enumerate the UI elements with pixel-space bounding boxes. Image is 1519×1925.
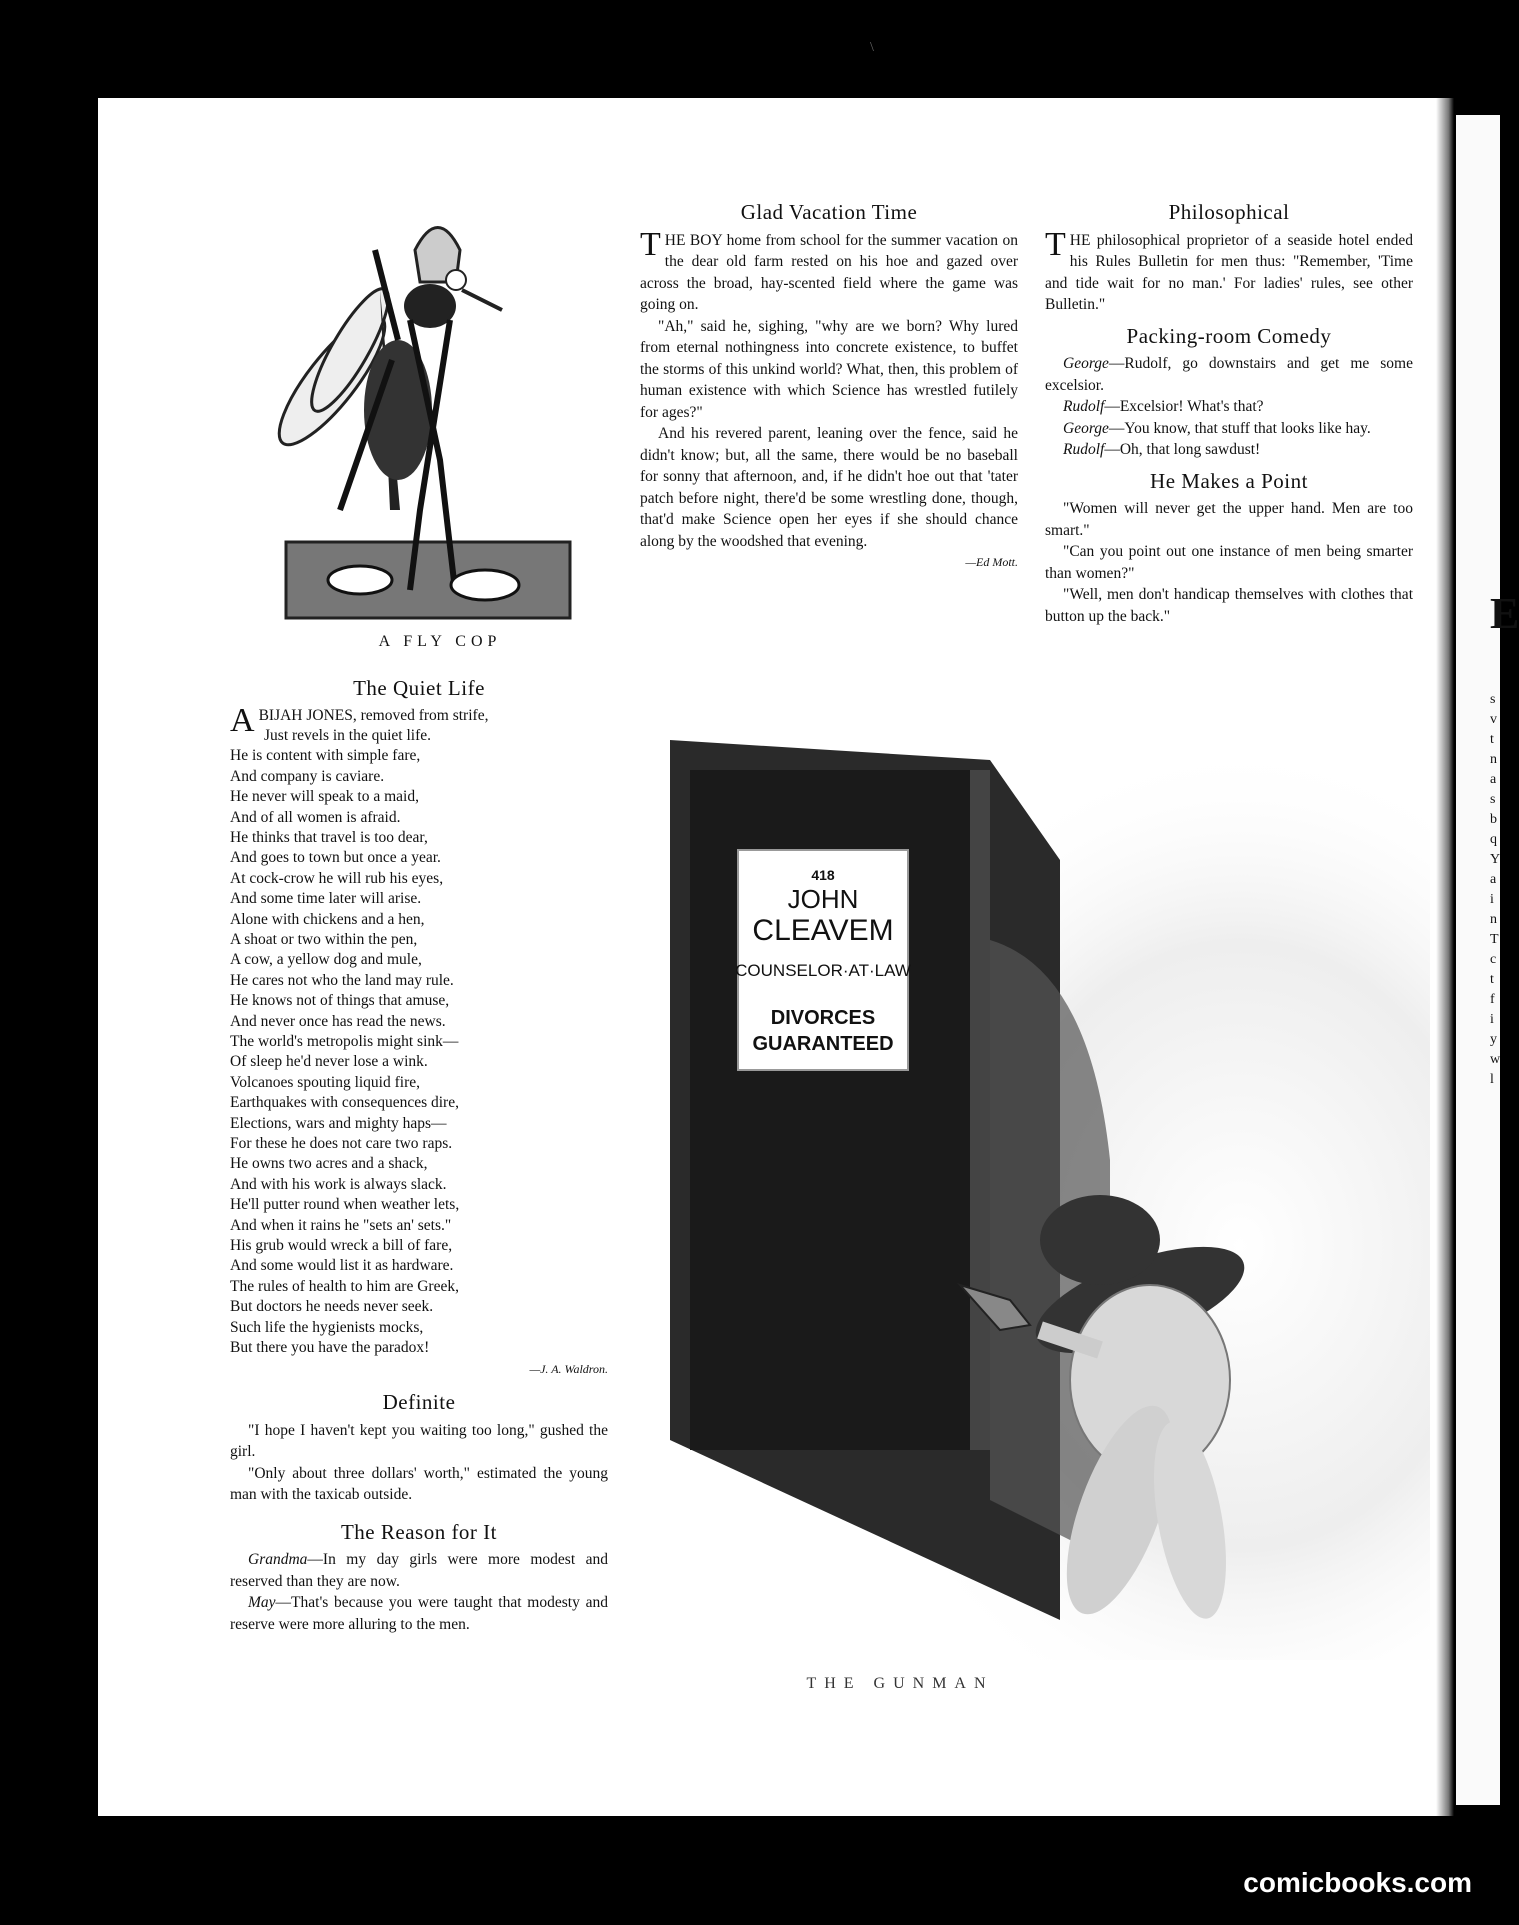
adjacent-page-letter: y [1490, 1032, 1497, 1047]
door-sign-number: 418 [811, 867, 835, 883]
packing-text: —Oh, that long sawdust! [1104, 441, 1261, 458]
packing-speaker: George [1063, 355, 1109, 372]
adjacent-page-letters [1490, 690, 1500, 1090]
vacation-paragraph-1-text: HE BOY home from school for the summer vacation on the dear old farm rested on his hoe and gazed over across the broad, hay-scented field where the game was going on. [640, 231, 1018, 313]
poem-line: At cock-crow he will rub his eyes, [230, 869, 444, 887]
adjacent-page-letter: v [1490, 712, 1497, 727]
packing-line [1045, 439, 1413, 461]
adjacent-page-letter: f [1490, 992, 1495, 1007]
poem-line: Earthquakes with consequences dire, [230, 1094, 459, 1112]
definite-paragraph-1: "I hope I haven't kept you waiting too long," gushed the girl. [230, 1421, 608, 1460]
vacation-credit: —Ed Mott. [965, 555, 1018, 569]
adjacent-page-letter: i [1490, 892, 1494, 907]
adjacent-page-letter: Y [1490, 852, 1501, 867]
door-sign-line-2: CLEAVEM [752, 914, 894, 947]
door-sign-line-4: DIVORCES [770, 1007, 876, 1029]
poem-line: And company is caviare. [230, 767, 385, 785]
philosophical-dropcap: T [1045, 225, 1066, 263]
poem-line: Elections, wars and mighty haps— [230, 1114, 447, 1132]
reason-line-2 [230, 1592, 608, 1635]
adjacent-page-letter: s [1490, 792, 1496, 807]
adjacent-page-letter: w [1490, 1052, 1501, 1067]
packing-speaker: Rudolf [1063, 398, 1105, 415]
reason-speaker-2: May [248, 1594, 276, 1611]
poem-line: His grub would wreck a bill of fare, [230, 1237, 453, 1255]
poem-line: Such life the hygienists mocks, [230, 1318, 424, 1336]
poem-line: And when it rains he "sets an' sets." [230, 1216, 452, 1234]
philosophical-paragraph [1045, 225, 1413, 316]
poem-line: He owns two acres and a shack, [230, 1155, 428, 1173]
poem-line: But there you have the paradox! [230, 1339, 430, 1357]
vacation-paragraph-3: And his revered parent, leaning over the fence, said he didn't know; but, all the same, there would be no baseball for sonny that afternoon, and, if he didn't hoe out that 'tater patch before night, there'd be some wrestling done, though, that'd make Science open her eyes if she should chance along by the woodshed that evening. [640, 425, 1018, 550]
middle-column [640, 202, 1018, 574]
packing-text: —You know, that stuff that looks like hay. [1108, 419, 1371, 437]
packing-line [1045, 418, 1413, 440]
poem-line: He is content with simple fare, [230, 747, 421, 765]
point-title: He Makes a Point [1150, 468, 1308, 493]
vacation-title: Glad Vacation Time [740, 200, 918, 224]
door-sign-line-5: GUARANTEED [752, 1033, 894, 1055]
adjacent-page-letter: a [1490, 772, 1497, 787]
poem-line: And some would list it as hardware. [230, 1257, 454, 1275]
poem-line: And some time later will arise. [230, 890, 422, 908]
poem-line: He cares not who the land may rule. [230, 971, 454, 989]
packing-line [1045, 396, 1413, 418]
reason-text-2: —That's because you were taught that modesty and reserve were more alluring to the men. [230, 1594, 608, 1633]
poem-line: He'll putter round when weather lets, [230, 1196, 460, 1214]
poem-line: He thinks that travel is too dear, [230, 828, 428, 846]
poem-line: A cow, a yellow dog and mule, [230, 951, 422, 969]
adjacent-page-letter: c [1490, 952, 1497, 967]
definite-paragraph-2: "Only about three dollars' worth," estimated the young man with the taxicab outside. [230, 1464, 608, 1503]
adjacent-page-dropcap: E [1490, 589, 1519, 638]
poem-line: Alone with chickens and a hen, [230, 910, 425, 928]
quiet-life-credit: —J. A. Waldron. [529, 1361, 608, 1376]
page-mark: \ [870, 40, 874, 55]
poem-line: Just revels in the quiet life. [264, 726, 432, 744]
bottom-caption: THE GUNMAN [806, 1675, 994, 1692]
vacation-dropcap: T [640, 225, 661, 263]
adjacent-page-letter: n [1490, 912, 1497, 927]
poem-line: He knows not of things that amuse, [230, 992, 450, 1010]
page-gutter [1436, 98, 1454, 1816]
poem-line: And with his work is always slack. [230, 1175, 447, 1193]
adjacent-page-letter: b [1490, 812, 1497, 827]
reason-title: The Reason for It [340, 1519, 498, 1544]
definite-title: Definite [382, 1390, 456, 1414]
left-column [230, 678, 608, 1635]
door-cupid-illustration [670, 740, 1430, 1660]
poem-line: Of sleep he'd never lose a wink. [230, 1053, 428, 1071]
point-paragraph-1: "Women will never get the upper hand. Men are too smart." [1045, 500, 1413, 539]
right-column [1045, 202, 1413, 627]
poem-line: The rules of health to him are Greek, [230, 1277, 459, 1295]
adjacent-page-letter: i [1490, 1012, 1494, 1027]
adjacent-page-letter: t [1490, 732, 1494, 747]
watermark: comicbooks.com [1243, 1867, 1472, 1898]
door-sign-line-3: COUNSELOR·AT·LAW [735, 961, 911, 980]
poem-line: But doctors he needs never seek. [230, 1298, 434, 1316]
poem-lines [230, 701, 608, 1359]
adjacent-page-letter: q [1490, 832, 1497, 847]
packing-text: —Excelsior! What's that? [1104, 398, 1264, 415]
point-paragraph-2: "Can you point out one instance of men being smarter than women?" [1045, 543, 1413, 582]
poem-line: And goes to town but once a year. [230, 849, 441, 867]
packing-speaker: George [1063, 419, 1109, 437]
poem-line: A shoat or two within the pen, [230, 930, 418, 948]
packing-line [1045, 353, 1413, 396]
point-paragraph-3: "Well, men don't handicap themselves with clothes that button up the back." [1045, 586, 1413, 625]
door-sign-line-1: JOHN [787, 884, 859, 914]
quiet-life-poem [230, 701, 608, 1359]
poem-line: And of all women is afraid. [230, 808, 401, 826]
reason-line-1 [230, 1549, 608, 1592]
fly-cop-caption: A FLY COP [378, 633, 502, 650]
poem-line: For these he does not care two raps. [230, 1135, 453, 1153]
philosophical-text: HE philosophical proprietor of a seaside hotel ended his Rules Bulletin for men thus: "Remember, 'Time and tide wait for no man.' For ladies' rules, see other Bulletin." [1045, 231, 1413, 313]
poem-line: And never once has read the news. [230, 1012, 446, 1030]
fly-cop-illustration [280, 210, 570, 620]
vacation-paragraph-2: "Ah," said he, sighing, "why are we born? Why lured from eternal nothingness into concrete existence, to buffet the storms of this unkind world? What, then, this problem of human existence with which Science has wrestled futilely for ages?" [640, 317, 1018, 421]
vacation-paragraph-1 [640, 225, 1018, 316]
reason-text-1: —In my day girls were more modest and reserved than they are now. [230, 1551, 608, 1590]
poem-line: Volcanoes spouting liquid fire, [230, 1073, 420, 1091]
packing-dialogue [1045, 353, 1413, 461]
adjacent-page-letter: T [1490, 932, 1499, 947]
quiet-life-title: The Quiet Life [353, 676, 485, 700]
poem-line: The world's metropolis might sink— [230, 1033, 459, 1050]
poem-line: He never will speak to a maid, [230, 788, 419, 806]
quiet-life-dropcap: A [230, 701, 255, 739]
packing-text: —Rudolf, go downstairs and get me some excelsior. [1045, 355, 1413, 394]
reason-speaker-1: Grandma [248, 1551, 308, 1568]
adjacent-page-letter: s [1490, 692, 1496, 707]
adjacent-page-letter: l [1490, 1072, 1494, 1087]
poem-line: BIJAH JONES, removed from strife, [258, 706, 489, 724]
philosophical-title: Philosophical [1168, 200, 1290, 224]
adjacent-page-letter: n [1490, 752, 1497, 767]
packing-speaker: Rudolf [1063, 441, 1105, 458]
adjacent-page-letter: a [1490, 872, 1497, 887]
packing-title: Packing-room Comedy [1126, 323, 1332, 348]
adjacent-page-letter: t [1490, 972, 1494, 987]
